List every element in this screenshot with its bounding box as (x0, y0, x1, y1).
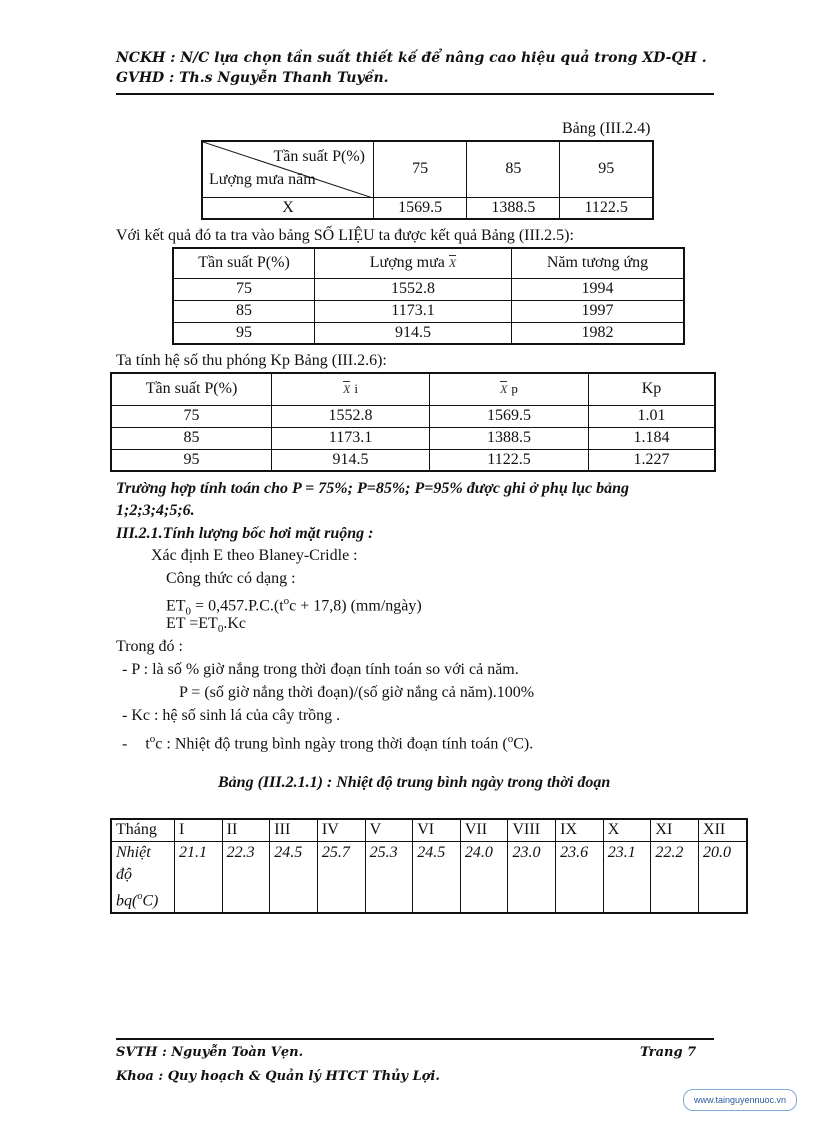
formula-et0-a: ET (166, 597, 186, 615)
table1-diagonal-header (202, 141, 374, 197)
footer-rule (116, 1038, 714, 1040)
table2-cell: 1997 (512, 300, 685, 322)
month-cell: VII (460, 819, 508, 841)
table3-cell: 914.5 (272, 449, 430, 471)
table-rainfall-years (172, 247, 685, 345)
footer-page: Trang 7 (640, 1045, 697, 1060)
table2-cell: 75 (173, 278, 315, 300)
month-cell: XII (699, 819, 747, 841)
t-dash: - (122, 735, 128, 753)
table2-h1: Tần suất P(%) (173, 248, 315, 278)
table3-h3 (430, 373, 589, 405)
header-line-1: NCKH : N/C lựa chọn tần suất thiết kế để nâng cao hiệu quả trong XD-QH . (116, 50, 707, 66)
table3-cell: 1173.1 (272, 427, 430, 449)
table3-cell: 1.184 (589, 427, 716, 449)
month-cell: II (222, 819, 270, 841)
temp-cell: 23.6 (556, 841, 604, 913)
case-line-1: Trường hợp tính toán cho P = 75%; P=85%; P=95% được ghi ở phụ lục bảng (116, 480, 630, 497)
blaney-cridle-line: Xác định E theo Blaney-Cridle : (151, 547, 358, 564)
table-temperature (110, 818, 748, 914)
month-cell: III (270, 819, 318, 841)
table1-diag-bottom: Lượng mưa năm (209, 170, 316, 188)
table2-cell: 1173.1 (315, 300, 512, 322)
table3-intro: Ta tính hệ số thu phóng Kp Bảng (III.2.6): (116, 352, 387, 369)
table1-val-1: 1388.5 (467, 197, 560, 219)
table3-cell: 1.01 (589, 405, 716, 427)
month-cell: VIII (508, 819, 556, 841)
table3-cell: 1388.5 (430, 427, 589, 449)
table3-cell: 1.227 (589, 449, 716, 471)
table2-cell: 95 (173, 322, 315, 344)
t-c: C). (513, 735, 534, 753)
table-row (111, 449, 715, 471)
table3-h1: Tần suất P(%) (111, 373, 272, 405)
footer-student: SVTH : Nguyễn Toàn Vẹn. (116, 1045, 304, 1060)
month-cell: IV (317, 819, 365, 841)
table1-col-2: 95 (560, 141, 653, 197)
table4-caption: Bảng (III.2.1.1) : Nhiệt độ trung bình ngày trong thời đoạn (218, 774, 611, 791)
table2-h2 (315, 248, 512, 278)
p-formula: P = (số giờ nắng thời đoạn)/(số giờ nắng cả năm).100% (179, 684, 535, 701)
table2-cell: 85 (173, 300, 315, 322)
temp-cell: 25.3 (365, 841, 413, 913)
table2-h3: Năm tương ứng (512, 248, 685, 278)
table4-month-label: Tháng (111, 819, 175, 841)
case-line-2: 1;2;3;4;5;6. (116, 502, 195, 519)
table1-val-0: 1569.5 (374, 197, 467, 219)
month-cell: XI (651, 819, 699, 841)
formula-et0-sub: 0 (185, 605, 192, 618)
table3-h3-sub: p (511, 381, 518, 397)
t-b: c : Nhiệt độ trung bình ngày trong thời đoạn tính toán ( (155, 735, 508, 753)
table-row (111, 405, 715, 427)
x-bar-symbol: X (448, 256, 457, 271)
t-definition (122, 728, 533, 755)
x-bar-symbol: X (343, 382, 351, 397)
table1-caption: Bảng (III.2.4) (562, 120, 651, 137)
t-sup: o (149, 733, 156, 745)
table3-cell: 85 (111, 427, 272, 449)
table3-cell: 1552.8 (272, 405, 430, 427)
table1-col-1: 85 (467, 141, 560, 197)
table-row (173, 300, 684, 322)
table4-temp-label (111, 841, 175, 913)
table-kp-coefficient (110, 372, 716, 472)
x-bar-symbol: X (500, 382, 508, 397)
month-cell: X (603, 819, 651, 841)
temp-cell: 20.0 (699, 841, 747, 913)
temp-label-sup: o (137, 890, 143, 902)
temp-label-d: C) (142, 891, 159, 909)
formula-et0-b: = 0,457.P.C.(t (191, 597, 284, 615)
month-cell: V (365, 819, 413, 841)
formula-et-a: ET =ET (166, 615, 218, 632)
section-heading: III.2.1.Tính lượng bốc hơi mặt ruộng : (116, 525, 374, 542)
table3-h2-sub: i (354, 381, 358, 397)
watermark-badge[interactable]: www.tainguyennuoc.vn (683, 1089, 797, 1111)
p-definition: - P : là số % giờ nắng trong thời đoạn tính toán so với cả năm. (122, 661, 519, 678)
formula-et-b: .Kc (223, 615, 246, 632)
table-row (173, 322, 684, 344)
table1-diag-top: Tần suất P(%) (273, 148, 365, 165)
kc-definition: - Kc : hệ số sinh lá của cây trồng . (122, 707, 341, 724)
temp-cell: 24.5 (270, 841, 318, 913)
table-row (111, 427, 715, 449)
table3-h4: Kp (589, 373, 716, 405)
t-sup2: o (507, 733, 514, 745)
month-cell: I (175, 819, 223, 841)
table1-val-2: 1122.5 (560, 197, 653, 219)
header-line-2: GVHD : Th.s Nguyễn Thanh Tuyền. (116, 70, 389, 86)
formula-et0-c: c + 17,8) (mm/ngày) (289, 597, 422, 615)
month-cell: VI (413, 819, 461, 841)
month-cell: IX (556, 819, 604, 841)
formula-et-sub: 0 (217, 623, 224, 636)
table1-col-0: 75 (374, 141, 467, 197)
table2-cell: 1552.8 (315, 278, 512, 300)
table3-cell: 95 (111, 449, 272, 471)
table-frequency-rainfall (201, 140, 654, 220)
table2-cell: 1994 (512, 278, 685, 300)
table2-h2-text: Lượng mưa (369, 254, 445, 272)
temp-cell: 23.1 (603, 841, 651, 913)
temp-label-a: Nhiệt (116, 843, 151, 861)
temp-cell: 22.3 (222, 841, 270, 913)
temp-cell: 23.0 (508, 841, 556, 913)
temp-label-c (116, 886, 174, 912)
table1-row-label: X (202, 197, 374, 219)
formula-intro: Công thức có dạng : (166, 570, 296, 587)
temp-label-b: độ (116, 865, 132, 883)
temp-cell: 25.7 (317, 841, 365, 913)
temp-cell: 22.2 (651, 841, 699, 913)
footer-faculty: Khoa : Quy hoạch & Quản lý HTCT Thủy Lợi. (116, 1069, 440, 1084)
table3-h2 (272, 373, 430, 405)
trong-do: Trong đó : (116, 638, 183, 655)
table3-cell: 75 (111, 405, 272, 427)
temp-cell: 24.5 (413, 841, 461, 913)
table3-cell: 1122.5 (430, 449, 589, 471)
table3-cell: 1569.5 (430, 405, 589, 427)
t-a: t (145, 735, 150, 753)
table2-intro: Với kết quả đó ta tra vào bảng SỐ LIỆU ta được kết quả Bảng (III.2.5): (116, 227, 574, 244)
table2-cell: 914.5 (315, 322, 512, 344)
table2-cell: 1982 (512, 322, 685, 344)
temp-cell: 21.1 (175, 841, 223, 913)
page-header (116, 48, 716, 88)
table-row (173, 278, 684, 300)
header-rule (116, 93, 714, 95)
formula-et0-sup: o (283, 595, 290, 607)
temp-cell: 24.0 (460, 841, 508, 913)
temp-label-c-text: bq( (116, 891, 138, 909)
